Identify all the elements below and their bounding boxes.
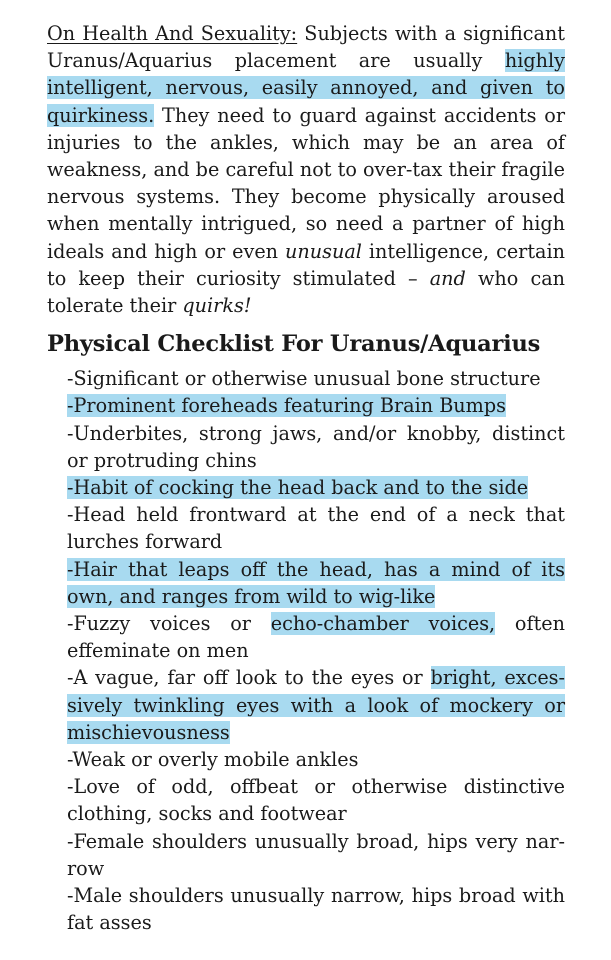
list-item: -Female shoulders unusually broad, hips very narrow: [67, 829, 565, 880]
emphasis-text: and: [429, 266, 466, 290]
body-text: who can tolerate their: [47, 266, 565, 318]
list-item: -Male shoulders unusually narrow, hips broad with fat asses: [67, 884, 565, 935]
highlighted-text: -Hair that leaps off the head, has a mind of its own, and ranges from wild to wig-like: [67, 557, 565, 608]
highlighted-text: highly intelligent, nervous, easily annoyed, and given to quirkiness.: [47, 49, 565, 127]
list-item: [67, 610, 565, 664]
body-text: Subjects with a significant Uranus/Aquarius placement are usually: [47, 22, 565, 73]
body-text: -A vague, far off look to the eyes or: [67, 666, 431, 690]
highlighted-text: -Habit of cocking the head back and to the side: [67, 476, 529, 500]
highlighted-text: echo-chamber voices,: [270, 612, 496, 636]
body-text: -Fuzzy voices or: [67, 612, 271, 636]
list-item: [67, 556, 565, 610]
list-item: -Weak or overly mobile ankles: [67, 748, 359, 772]
list-item: -Head held frontward at the end of a neck that lurches forward: [67, 503, 565, 554]
checklist-heading: Physical Checklist For Uranus/Aquarius: [47, 331, 541, 358]
emphasis-text: quirks!: [182, 294, 252, 318]
list-item: [67, 474, 565, 501]
body-text: They need to guard against accidents or injuries to the ankles, which may be an area of weakness, and be careful not to over-tax their fragile nervous systems. They become physically aroused when mentally intrigued, so need a partner of high ideals and high or even: [47, 103, 565, 263]
list-item: -Underbites, strong jaws, and/or knobby, distinct or protruding chins: [67, 421, 565, 472]
list-item: [67, 392, 565, 419]
list-item: -Significant or otherwise unusual bone structure: [67, 367, 541, 391]
list-item: -Love of odd, offbeat or otherwise distinctive clothing, socks and footwear: [67, 775, 565, 826]
section-lead: On Health And Sexuality:: [47, 22, 298, 45]
body-text: intelligence, certain to keep their curiosity stimulated –: [47, 239, 565, 290]
highlighted-text: -Prominent foreheads featuring Brain Bumps: [67, 394, 506, 418]
list-item: [67, 664, 565, 746]
health-paragraph: [47, 20, 565, 319]
checklist: [47, 365, 565, 936]
page: [47, 20, 565, 937]
highlighted-text: bright, excessively twinkling eyes with a look of mockery or mischievousness: [67, 666, 566, 744]
emphasis-text: unusual: [285, 239, 362, 263]
body-text: often effeminate on men: [67, 612, 566, 663]
